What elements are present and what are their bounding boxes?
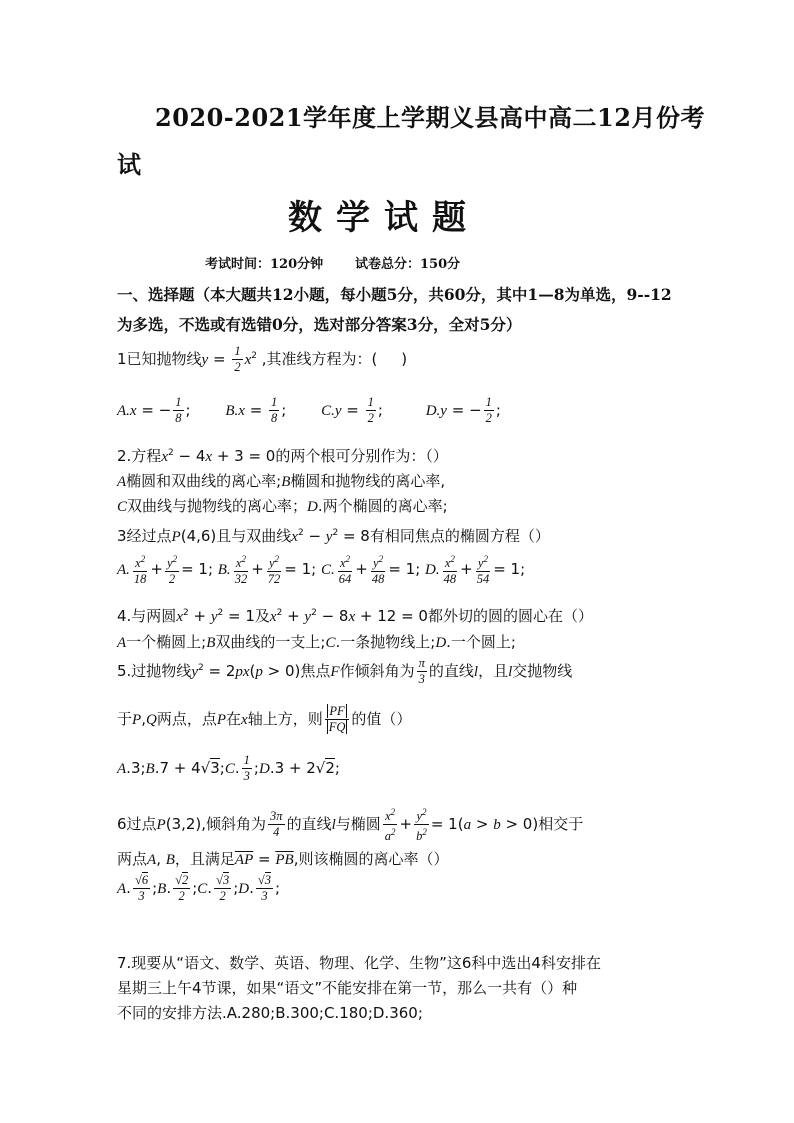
question-4: 4.与两圆$x^2 + y^2 = 1$及$x^2 + y^2 - 8x + 12 = 0$都外切的圆的圆心在（） [117,607,593,625]
page-title-line1: 2020-2021学年度上学期义县高中高二12月份考 [155,103,705,132]
question-7-line2: 星期三上午4节课，如果“语文”不能安排在第一节，那么一共有（）种 [117,979,578,997]
question-3: 3经过点P(4,6)且与双曲线$x^2 - y^2 = 8$有相同焦点的椭圆方程（） [117,527,550,545]
question-6-options: A. $\frac{√6}{3}$ ;B. $\frac{√2}{2}$ ;C. $\frac{√3}{2}$ ;D. $\frac{√3}{3}$ ; [117,873,281,903]
question-2-options-2: C双曲线与抛物线的离心率；D.两个椭圆的离心率; [117,497,448,515]
total-score: 试卷总分：150分 [355,257,461,272]
question-2-options-1: A椭圆和双曲线的离心率;B椭圆和抛物线的离心率, [117,472,446,490]
question-5-options: A.3;B.7 + 4√3;C. $\frac{1}{3}$ ;D.3 + 2√2; [117,753,340,783]
section-instructions-line1: 一、选择题（本大题共12小题，每小题5分，共60分，其中1—8为单选，9--12 [117,285,672,304]
question-2: 2.方程$x^2 - 4x + 3 = 0$的两个根可分别作为：（） [117,447,448,465]
section-instructions-line2: 为多选，不选或有选错0分，选对部分答案3分，全对5分） [117,315,522,334]
question-6-line2: 两点A, B，且满足$\overline{AP} = \overline{PB}$,则该椭圆的离心率（） [117,850,449,868]
question-5-line1: 5.过抛物线$y^2 = 2px(p > 0)$焦点F作倾斜角为 $\frac{\pi}{3}$ 的直线l，且l交抛物线 [117,656,573,686]
question-6-line1: 6过点P(3,2),倾斜角为 $\frac{3\pi}{4}$ 的直线l与椭圆 $\frac{x^2}{a^2}$ + $\frac{y^2}{b^2}$ = 1(a > b > 0)相交于 [117,807,584,844]
page-title-line2: 试 [117,150,141,179]
question-4-options: A一个椭圆上;B双曲线的一支上;C.一条抛物线上;D.一个圆上; [117,633,516,651]
question-3-options: A. $\frac{x^2}{18}$ + $\frac{y^2}{2}$ = 1; B. $\frac{x^2}{32}$ + $\frac{y^2}{72}$ = 1; C. $\frac{x^2}{64}$ + $\frac{y^2}{48}$ = 1; D. $\frac{x^2}{48}$ + $\frac{y^2}{54}$ = 1; [117,554,526,587]
exam-time: 考试时间：120分钟 [205,257,324,272]
question-7-line1: 7.现要从“语文、数学、英语、物理、化学、生物”这6科中选出4科安排在 [117,954,601,972]
question-5-line2: 于P,Q两点，点P在x轴上方，则 $\frac{PF}{FQ}$ 的值（） [117,704,412,734]
question-1-options: A.x = − $\frac{1}{8}$ ; B.x = $\frac{1}{8}$ ; C.y = $\frac{1}{2}$ ; D.y = − $\frac{1}{2}$ ; [117,395,501,425]
question-1: 1已知抛物线y = $\frac{1}{2}$ $x^2$ ,其准线方程为：( ) [117,344,408,374]
question-7-line3: 不同的安排方法.A.280;B.300;C.180;D.360; [117,1004,423,1022]
subject-title: 数学试题 [288,198,480,238]
